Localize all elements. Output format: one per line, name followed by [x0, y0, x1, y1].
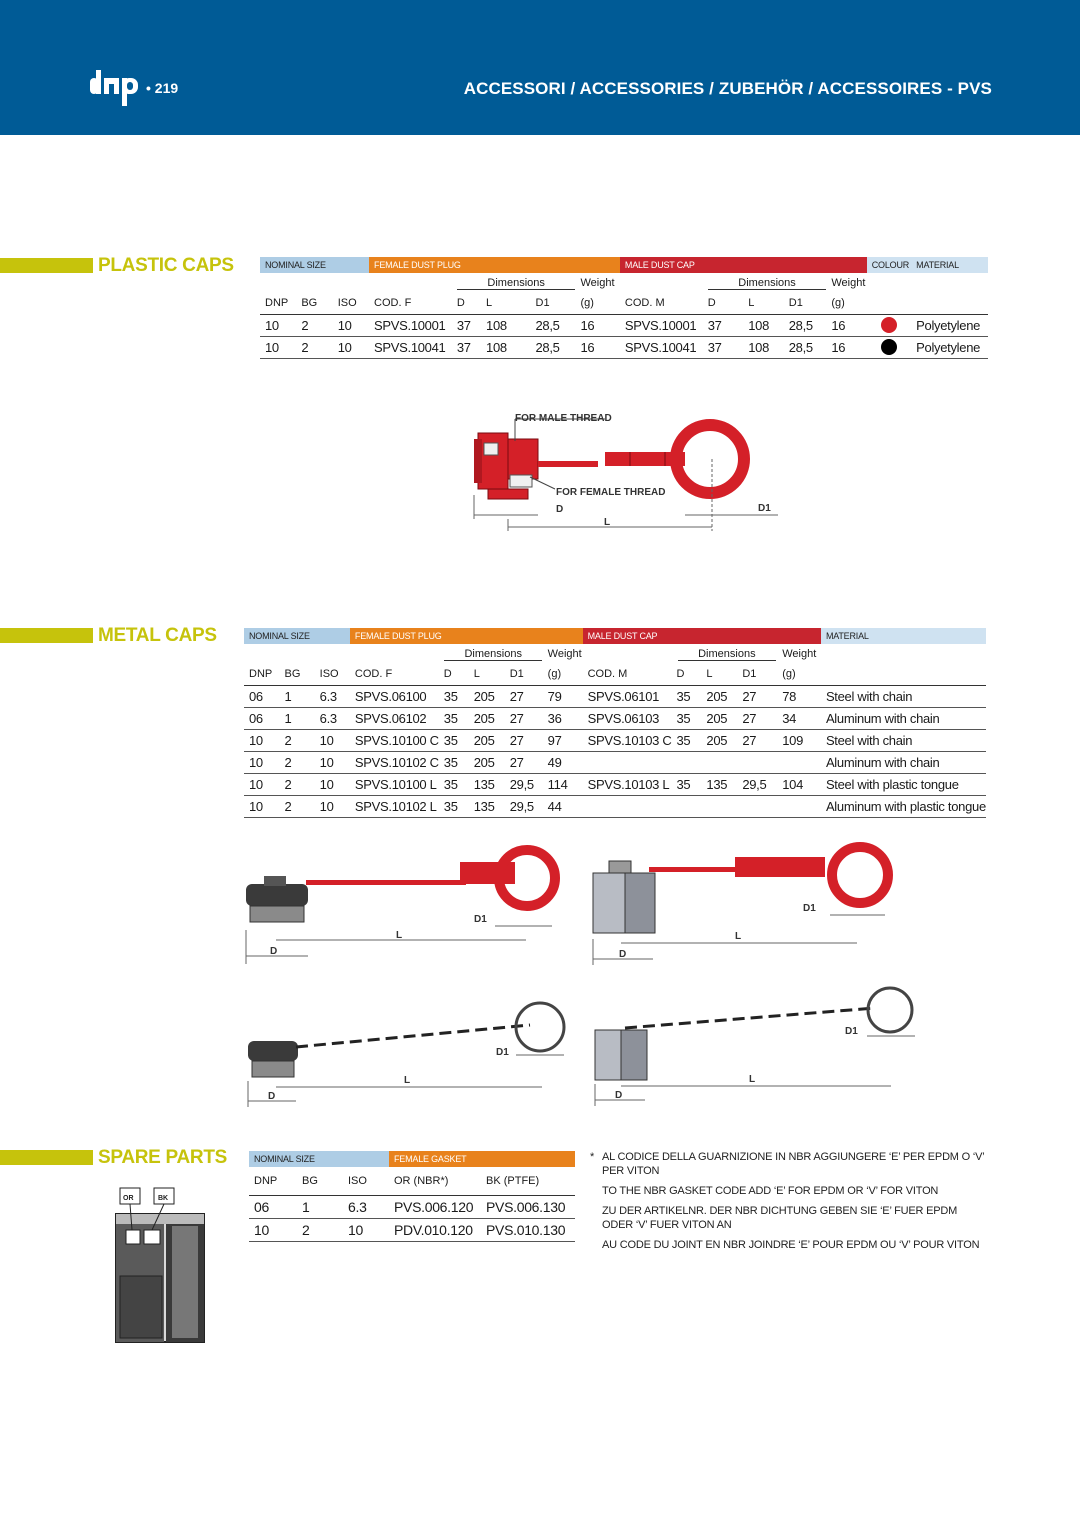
cell-d-m: 35 [671, 729, 701, 751]
header-female-dust-plug: FEMALE DUST PLUG [369, 257, 620, 273]
cell-dnp: 06 [244, 707, 280, 729]
column-header: D [452, 293, 481, 314]
column-header: D [439, 664, 469, 685]
table-row [260, 336, 988, 358]
cell-dnp: 10 [260, 314, 296, 336]
label-d: D [270, 946, 278, 957]
cell-d1-f: 27 [505, 707, 543, 729]
cell-d1-m: 27 [737, 685, 777, 707]
metal-cap-female-tongue-drawing [240, 840, 570, 970]
cell-d-f: 37 [452, 314, 481, 336]
cell-l-m: 205 [701, 685, 737, 707]
column-header: COD. M [583, 664, 672, 685]
cell-g-f: 79 [543, 685, 583, 707]
header-nominal-size: NOMINAL SIZE [260, 257, 369, 273]
cell-iso: 10 [315, 795, 350, 817]
spare-parts-table [249, 1151, 575, 1242]
section-bar-metal [0, 628, 93, 643]
cell-d1-m [737, 751, 777, 773]
cell-d1-m: 28,5 [784, 336, 827, 358]
cell-l-m: 135 [701, 773, 737, 795]
cell-dnp: 10 [244, 751, 280, 773]
label-d: D [268, 1091, 276, 1102]
table-row [244, 707, 986, 729]
cell-bg: 1 [280, 707, 315, 729]
note-marker: * [590, 1151, 595, 1163]
column-header: (g) [575, 293, 619, 314]
header-nominal-size: NOMINAL SIZE [244, 628, 350, 644]
column-header-empty [821, 664, 986, 685]
cell-g-m [777, 795, 821, 817]
column-header: (g) [777, 664, 821, 685]
cell-d-f: 35 [439, 685, 469, 707]
cell-dnp: 10 [244, 773, 280, 795]
cell-g-m: 104 [777, 773, 821, 795]
dimensions-label: Dimensions [678, 648, 775, 661]
label-l: L [749, 1074, 756, 1085]
label-d: D [556, 504, 564, 515]
cell-iso: 10 [333, 314, 369, 336]
cell-cod-f: SPVS.10001 [369, 314, 452, 336]
cell-g-f: 97 [543, 729, 583, 751]
note-en: TO THE NBR GASKET CODE ADD ‘E’ FOR EPDM OR ‘V’ FOR VITON [602, 1185, 939, 1197]
cell-cod-m: SPVS.06101 [583, 685, 672, 707]
cell-bg: 2 [296, 314, 332, 336]
cell-material: Steel with plastic tongue [821, 773, 986, 795]
dimensions-label: Dimensions [457, 277, 574, 290]
cell-iso: 6.3 [315, 707, 350, 729]
cell-d1-m: 27 [737, 729, 777, 751]
cell-cod-m: SPVS.10041 [620, 336, 703, 358]
plastic-caps-table [260, 257, 988, 359]
cell-d-m [671, 795, 701, 817]
header-nominal-size: NOMINAL SIZE [249, 1151, 389, 1167]
cell-cod-f: SPVS.10102 C [350, 751, 439, 773]
gasket-label-or: OR [123, 1195, 134, 1202]
column-header: DNP [249, 1167, 297, 1195]
cell-material: Aluminum with chain [821, 751, 986, 773]
page-title: ACCESSORI / ACCESSORIES / ZUBEHÖR / ACCESSOIRES - PVS [463, 79, 992, 98]
table-row [244, 729, 986, 751]
column-header: ISO [333, 293, 369, 314]
cell-cod-f: SPVS.10100 C [350, 729, 439, 751]
cell-d-f: 37 [452, 336, 481, 358]
cell-iso: 10 [343, 1218, 389, 1241]
note-fr: AU CODE DU JOINT EN NBR JOINDRE ‘E’ POUR EPDM OU ‘V’ POUR VITON [602, 1239, 980, 1251]
column-header: D [703, 293, 744, 314]
cell-bg: 2 [296, 336, 332, 358]
cell-d-m: 37 [703, 336, 744, 358]
dimensions-label: Dimensions [444, 648, 541, 661]
cell-dnp: 10 [244, 795, 280, 817]
column-header: (g) [826, 293, 866, 314]
cell-bg: 2 [280, 729, 315, 751]
dimensions-label: Dimensions [708, 277, 825, 290]
column-header: D [671, 664, 701, 685]
table-row [244, 795, 986, 817]
cell-material: Aluminum with plastic tongue [821, 795, 986, 817]
cell-iso: 10 [333, 336, 369, 358]
cell-d-m [671, 751, 701, 773]
weight-label: Weight [580, 277, 615, 289]
column-header: BG [280, 664, 315, 685]
weight-label: Weight [547, 648, 582, 660]
cell-cod-m: SPVS.06103 [583, 707, 672, 729]
cell-dnp: 06 [249, 1195, 297, 1218]
header-female-gasket: FEMALE GASKET [389, 1151, 575, 1167]
cell-l-m [701, 795, 737, 817]
cell-g-f: 16 [575, 336, 619, 358]
cell-iso: 10 [315, 773, 350, 795]
column-header: L [469, 664, 505, 685]
column-header: DNP [244, 664, 280, 685]
table-row [244, 751, 986, 773]
cell-bg: 2 [280, 751, 315, 773]
column-header: D1 [531, 293, 576, 314]
column-header-empty [911, 293, 988, 314]
column-header: COD. M [620, 293, 703, 314]
gasket-notes [590, 1150, 990, 1258]
cell-material: Polyetylene [911, 336, 988, 358]
header-material: MATERIAL [821, 628, 986, 644]
cell-l-f: 108 [481, 314, 530, 336]
cell-l-f: 135 [469, 773, 505, 795]
label-d1: D1 [758, 503, 771, 514]
cell-d1-f: 27 [505, 729, 543, 751]
header-male-dust-cap: MALE DUST CAP [620, 257, 867, 273]
cell-d-f: 35 [439, 751, 469, 773]
cell-colour [867, 314, 911, 336]
column-header: L [743, 293, 784, 314]
label-d1: D1 [845, 1026, 858, 1037]
cell-bg: 1 [297, 1195, 343, 1218]
label-l: L [396, 930, 403, 941]
column-header: D1 [737, 664, 777, 685]
cell-bg: 1 [280, 685, 315, 707]
column-header: ISO [343, 1167, 389, 1195]
cell-dnp: 06 [244, 685, 280, 707]
cell-cod-m [583, 795, 672, 817]
gasket-section-drawing [110, 1186, 210, 1346]
cell-d-m: 35 [671, 707, 701, 729]
column-header: L [481, 293, 530, 314]
cell-dnp: 10 [260, 336, 296, 358]
label-d: D [619, 949, 627, 960]
cell-iso: 6.3 [315, 685, 350, 707]
metal-caps-table [244, 628, 986, 818]
cell-cod-f: SPVS.10102 L [350, 795, 439, 817]
cell-iso: 10 [315, 729, 350, 751]
cell-d1-f: 28,5 [531, 314, 576, 336]
header-material: MATERIAL [911, 257, 988, 273]
table-row [244, 773, 986, 795]
table-row [249, 1218, 575, 1241]
header-colour: COLOUR [867, 257, 911, 273]
cell-d-m: 35 [671, 773, 701, 795]
cell-bk: PVS.010.130 [481, 1218, 575, 1241]
page-header [0, 0, 1080, 135]
cell-cod-m: SPVS.10001 [620, 314, 703, 336]
cell-bg: 2 [280, 795, 315, 817]
cell-d-f: 35 [439, 729, 469, 751]
metal-cap-male-chain-drawing [585, 980, 925, 1110]
cell-g-f: 16 [575, 314, 619, 336]
metal-cap-male-tongue-drawing [585, 835, 905, 970]
cell-g-f: 36 [543, 707, 583, 729]
cell-iso: 6.3 [343, 1195, 389, 1218]
cell-l-m: 205 [701, 707, 737, 729]
cell-g-f: 49 [543, 751, 583, 773]
cell-l-f: 205 [469, 707, 505, 729]
cell-g-m: 109 [777, 729, 821, 751]
cell-g-f: 44 [543, 795, 583, 817]
cell-or: PVS.006.120 [389, 1195, 481, 1218]
cell-bg: 2 [280, 773, 315, 795]
gasket-label-bk: BK [158, 1195, 169, 1202]
weight-label: Weight [831, 277, 866, 289]
cell-g-m: 34 [777, 707, 821, 729]
section-title-metal-caps: METAL CAPS [98, 625, 217, 646]
label-d: D [615, 1090, 623, 1101]
section-title-plastic-caps: PLASTIC CAPS [98, 255, 234, 276]
cell-dnp: 10 [244, 729, 280, 751]
cell-l-f: 135 [469, 795, 505, 817]
cell-l-f: 205 [469, 685, 505, 707]
cell-g-m: 16 [826, 336, 866, 358]
section-bar-spare [0, 1150, 93, 1165]
cell-d1-f: 27 [505, 751, 543, 773]
section-bar-plastic [0, 258, 93, 273]
column-header: OR (NBR*) [389, 1167, 481, 1195]
cell-g-m: 78 [777, 685, 821, 707]
note-it: * AL CODICE DELLA GUARNIZIONE IN NBR AGGIUNGERE ‘E’ PER EPDM O ‘V’ PER VITON [590, 1151, 985, 1177]
label-d1: D1 [474, 914, 487, 925]
cell-material: Steel with chain [821, 729, 986, 751]
cell-d1-f: 29,5 [505, 773, 543, 795]
colour-swatch [881, 339, 897, 355]
cell-cod-f: SPVS.10041 [369, 336, 452, 358]
cell-or: PDV.010.120 [389, 1218, 481, 1241]
cell-g-m: 16 [826, 314, 866, 336]
label-l: L [735, 931, 742, 942]
column-header-empty [867, 293, 911, 314]
column-header: D1 [505, 664, 543, 685]
cell-l-m: 108 [743, 336, 784, 358]
column-header: DNP [260, 293, 296, 314]
note-de: ZU DER ARTIKELNR. DER NBR DICHTUNG GEBEN SIE ‘E’ FUER EPDM ODER ‘V’ FUER VITON AN [602, 1205, 958, 1231]
cell-cod-m: SPVS.10103 C [583, 729, 672, 751]
column-header: (g) [543, 664, 583, 685]
cell-material: Steel with chain [821, 685, 986, 707]
cell-d1-m: 29,5 [737, 773, 777, 795]
section-title-spare-parts: SPARE PARTS [98, 1147, 228, 1168]
column-header: BG [297, 1167, 343, 1195]
header-male-dust-cap: MALE DUST CAP [583, 628, 821, 644]
cell-g-f: 114 [543, 773, 583, 795]
cell-cod-m [583, 751, 672, 773]
cell-d1-f: 29,5 [505, 795, 543, 817]
table-row [244, 685, 986, 707]
cell-d1-m: 27 [737, 707, 777, 729]
cell-l-f: 205 [469, 751, 505, 773]
cell-d-f: 35 [439, 795, 469, 817]
weight-label: Weight [782, 648, 817, 660]
table-row [260, 314, 988, 336]
cell-cod-m: SPVS.10103 L [583, 773, 672, 795]
label-l: L [604, 517, 611, 528]
metal-cap-female-chain-drawing [240, 995, 570, 1110]
cell-iso: 10 [315, 751, 350, 773]
cell-l-m: 108 [743, 314, 784, 336]
label-for-male-thread: FOR MALE THREAD [515, 413, 612, 424]
cell-bk: PVS.006.130 [481, 1195, 575, 1218]
table-row [249, 1195, 575, 1218]
column-header: COD. F [369, 293, 452, 314]
dnp-logo [90, 70, 142, 106]
cell-d-m: 37 [703, 314, 744, 336]
cell-colour [867, 336, 911, 358]
cell-d-m: 35 [671, 685, 701, 707]
cell-material: Polyetylene [911, 314, 988, 336]
column-header: BK (PTFE) [481, 1167, 575, 1195]
label-d1: D1 [496, 1047, 509, 1058]
cell-cod-f: SPVS.06102 [350, 707, 439, 729]
cell-g-m [777, 751, 821, 773]
colour-swatch [881, 317, 897, 333]
label-for-female-thread: FOR FEMALE THREAD [556, 487, 666, 498]
label-l: L [404, 1075, 411, 1086]
label-d1: D1 [803, 903, 816, 914]
column-header: COD. F [350, 664, 439, 685]
cell-dnp: 10 [249, 1218, 297, 1241]
cell-l-m: 205 [701, 729, 737, 751]
cell-material: Aluminum with chain [821, 707, 986, 729]
plastic-cap-drawing [460, 405, 800, 535]
cell-l-f: 108 [481, 336, 530, 358]
cell-d1-f: 27 [505, 685, 543, 707]
column-header: D1 [784, 293, 827, 314]
cell-d1-f: 28,5 [531, 336, 576, 358]
header-female-dust-plug: FEMALE DUST PLUG [350, 628, 583, 644]
cell-l-f: 205 [469, 729, 505, 751]
column-header: ISO [315, 664, 350, 685]
cell-d-f: 35 [439, 707, 469, 729]
cell-l-m [701, 751, 737, 773]
cell-d1-m [737, 795, 777, 817]
cell-cod-f: SPVS.06100 [350, 685, 439, 707]
cell-d1-m: 28,5 [784, 314, 827, 336]
cell-bg: 2 [297, 1218, 343, 1241]
page-number: • 219 [146, 80, 179, 96]
cell-cod-f: SPVS.10100 L [350, 773, 439, 795]
cell-d-f: 35 [439, 773, 469, 795]
column-header: BG [296, 293, 332, 314]
column-header: L [701, 664, 737, 685]
